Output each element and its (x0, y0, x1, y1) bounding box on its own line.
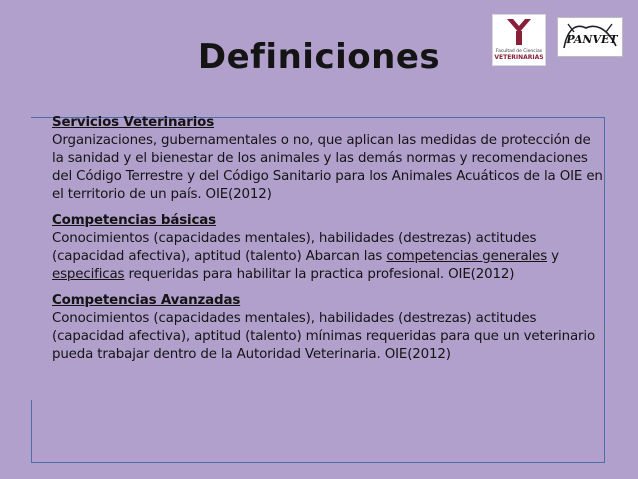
faculty-logo-line1: Facultad de Ciencias (495, 49, 543, 54)
section-competencias-avanzadas (52, 292, 604, 364)
link-especificas[interactable]: especificas (52, 267, 125, 282)
faculty-logo-line2: VETERINARIAS (494, 54, 544, 61)
panvet-logo-text: PANVET (566, 33, 618, 46)
content-frame-left-edge (31, 400, 32, 463)
link-competencias-generales[interactable]: competencias generales (386, 249, 548, 264)
section-heading: Servicios Veterinarios (52, 115, 215, 130)
section-servicios-veterinarios (52, 114, 604, 204)
section-competencias-basicas (52, 212, 604, 284)
page-title: Definiciones (197, 37, 441, 77)
section-heading: Competencias básicas (52, 213, 216, 228)
section-body: Conocimientos (capacidades mentales), habilidades (destrezas) actitudes (capacidad afectiva), aptitud (talento) mínimas requeridas para que un veterinario pueda trabajar dentro de la Autoridad Veterinaria. OIE(2012) (52, 311, 595, 362)
section-heading: Competencias Avanzadas (52, 293, 241, 308)
body-text: y (547, 249, 559, 264)
body-text: Conocimientos (capacidades mentales), habilidades (destrezas) actitudes (capacidad afectiva), aptitud (talento) Abarcan las (52, 231, 537, 264)
body-text: requeridas para habilitar la practica profesional. OIE(2012) (124, 267, 515, 282)
definitions-content (52, 114, 604, 372)
section-body (52, 230, 604, 284)
section-body: Organizaciones, gubernamentales o no, que aplican las medidas de protección de la sanidad y el bienestar de los animales y las demás normas y recomendaciones del Código Terrestre y del Código Sanitario para los Animales Acuáticos de la OIE en el territorio de un país. OIE(2012) (52, 133, 603, 202)
